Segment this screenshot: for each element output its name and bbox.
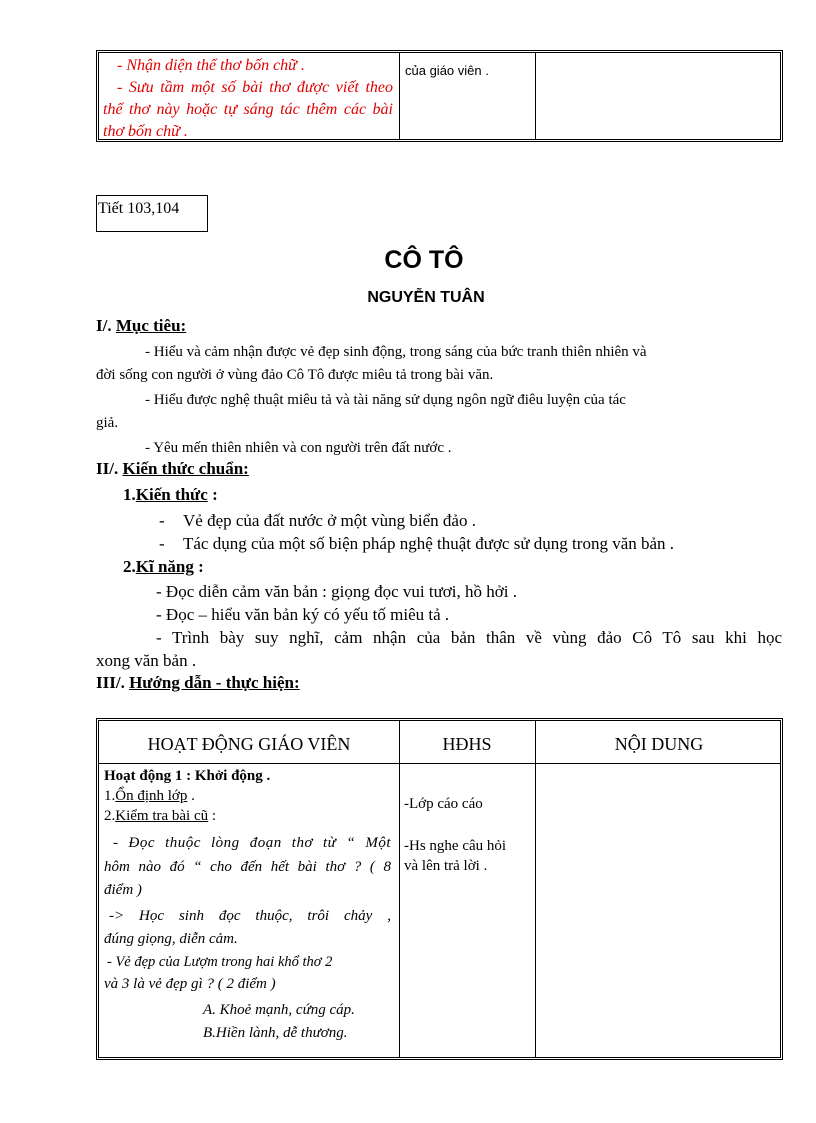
- step-1: [104, 785, 195, 807]
- step-2: [104, 805, 216, 827]
- s1-line-3: - Hiểu được nghệ thuật miêu tả và tài năng sử dụng ngôn ngữ điêu luyện của tác: [145, 392, 626, 408]
- step-2-num: 2.: [104, 808, 116, 824]
- option-a: A. Khoẻ mạnh, cứng cáp.: [203, 1002, 355, 1018]
- a1-line-1: -> Học sinh đọc thuộc, trôi chảy ,: [109, 908, 391, 924]
- hdhs-line-3: và lên trả lời .: [404, 858, 488, 874]
- s1-line-5: - Yêu mến thiên nhiên và con người trên đất nước .: [145, 440, 452, 456]
- knowledge-item-2: - Tác dụng của một số biện pháp nghệ thuật được sử dụng trong văn bản .: [159, 534, 675, 553]
- sub-2-colon: :: [193, 557, 204, 576]
- top-table-red-text: [103, 55, 393, 143]
- main-table: [96, 718, 783, 1060]
- step-1-num: 1.: [104, 788, 116, 804]
- q1-line-2: hôm nào đó “ cho đến hết bài thơ ? ( 8: [104, 859, 391, 875]
- skill-item-4: xong văn bản .: [96, 651, 197, 670]
- sub-1-num: 1.: [123, 485, 136, 504]
- s1-line-4: giả.: [96, 415, 119, 431]
- sub-2-heading: [123, 557, 204, 577]
- page-title: CÔ TÔ: [384, 246, 464, 274]
- red-line-2: - Sưu tầm một số bài thơ được viết theo thể thơ này hoặc tự sáng tác thêm các bài thơ bốn chữ .: [103, 79, 393, 140]
- section-2-heading: [96, 459, 249, 479]
- section-1-title: Mục tiêu:: [115, 316, 187, 335]
- q1-line-1: - Đọc thuộc lòng đoạn thơ từ “ Một: [113, 835, 391, 851]
- option-b: B.Hiền lành, dễ thương.: [203, 1025, 348, 1041]
- author: NGUYỄN TUÂN: [367, 289, 485, 306]
- section-3-num: III/.: [96, 673, 130, 692]
- step-1-text: Ổn định lớp: [115, 788, 188, 804]
- red-line-1: - Nhận diện thể thơ bốn chữ .: [117, 57, 305, 74]
- section-1-heading: [96, 316, 186, 336]
- section-2-title: Kiến thức chuẩn:: [122, 459, 249, 478]
- section-3-title: Hướng dẫn - thực hiện:: [129, 673, 300, 692]
- skill-item-2: - Đọc – hiểu văn bản ký có yếu tố miêu tả .: [156, 605, 450, 624]
- knowledge-item-1: - Vẻ đẹp của đất nước ở một vùng biển đảo .: [159, 511, 476, 530]
- lesson-number: Tiết 103,104: [96, 195, 208, 232]
- step-1-end: .: [187, 788, 195, 804]
- skill-item-1: - Đọc diễn cảm văn bản : giọng đọc vui tươi, hồ hởi .: [156, 582, 517, 601]
- sub-1-colon: :: [207, 485, 218, 504]
- section-3-heading: [96, 673, 300, 693]
- q2-line-2: và 3 là vẻ đẹp gì ? ( 2 điểm ): [104, 976, 276, 992]
- header-student: HĐHS: [442, 734, 492, 754]
- sub-1-title: Kiến thức: [135, 485, 208, 504]
- skill-item-3: - Trình bày suy nghĩ, cảm nhận của bản thân về vùng đảo Cô Tô sau khi học: [156, 628, 782, 647]
- header-content: NỘI DUNG: [614, 734, 704, 754]
- hdhs-line-2: -Hs nghe câu hỏi: [404, 838, 507, 854]
- activity-heading: Hoạt động 1 : Khởi động .: [104, 768, 271, 784]
- section-1-num: I/.: [96, 316, 116, 335]
- header-teacher: HOẠT ĐỘNG GIÁO VIÊN: [147, 734, 351, 754]
- s1-line-1: - Hiểu và cảm nhận được vẻ đẹp sinh động, trong sáng của bức tranh thiên nhiên và: [145, 344, 647, 360]
- section-2-num: II/.: [96, 459, 123, 478]
- sub-1-heading: [123, 485, 218, 505]
- hdhs-line-1: -Lớp cáo cáo: [404, 796, 483, 812]
- step-2-text: Kiểm tra bài cũ: [115, 808, 209, 824]
- top-table-middle-text: của giáo viên .: [405, 63, 489, 78]
- knowledge-item-1-text: Vẻ đẹp của đất nước ở một vùng biển đảo .: [183, 511, 476, 530]
- sub-2-title: Kĩ năng: [135, 557, 194, 576]
- sub-2-num: 2.: [123, 557, 136, 576]
- top-table: [96, 50, 783, 142]
- q1-line-3: điểm ): [104, 882, 142, 898]
- a1-line-2: đúng giọng, diễn cảm.: [104, 931, 238, 947]
- knowledge-item-2-text: Tác dụng của một số biện pháp nghệ thuật được sử dụng trong văn bản .: [183, 534, 675, 553]
- q2-line-1: - Vẻ đẹp của Lượm trong hai khổ thơ 2: [107, 954, 333, 970]
- step-2-end: :: [208, 808, 217, 824]
- s1-line-2: đời sống con người ở vùng đảo Cô Tô được miêu tả trong bài văn.: [96, 367, 494, 383]
